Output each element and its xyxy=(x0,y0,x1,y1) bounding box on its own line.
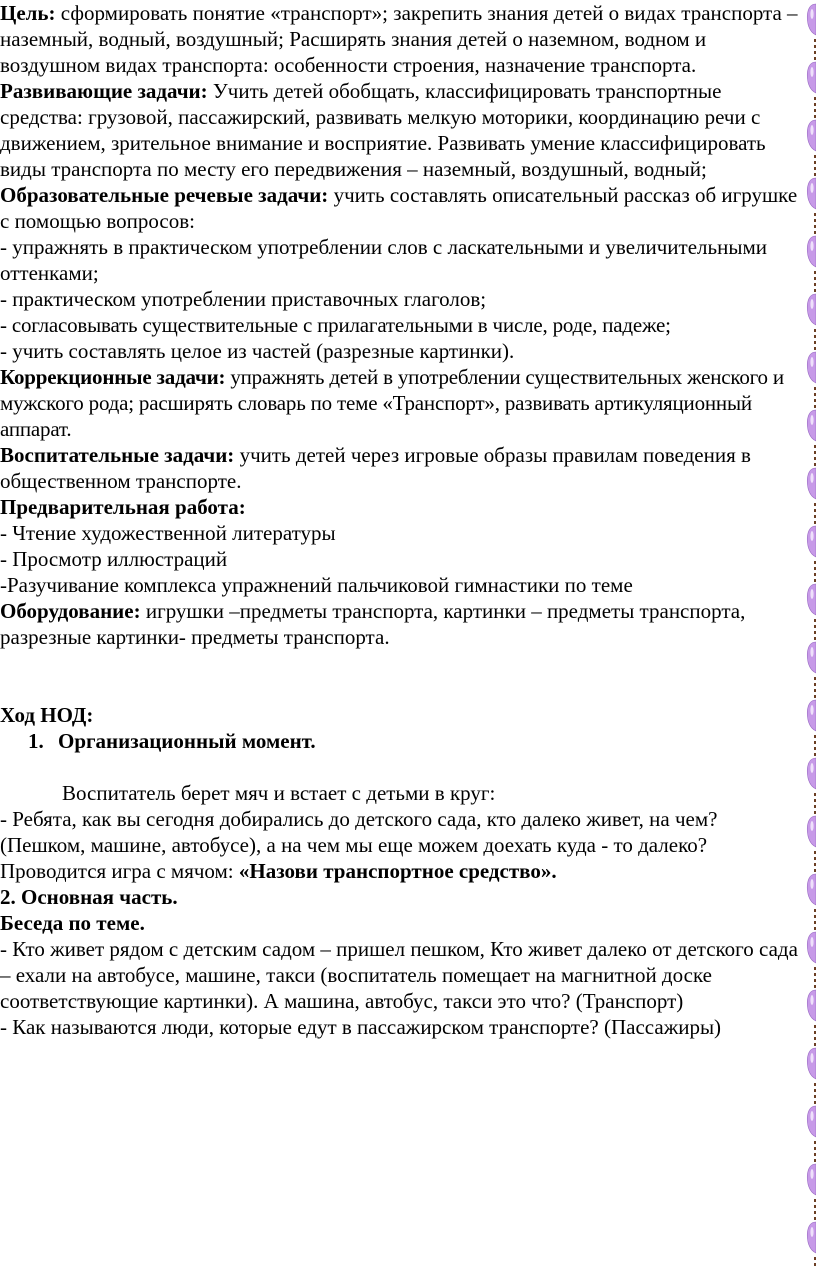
balloon-icon xyxy=(807,294,816,350)
edu-item: - согласовывать существительные с прилагательными в числе, роде, падеже; xyxy=(0,313,671,337)
balloon-icon xyxy=(807,990,816,1046)
course-title: Ход НОД: xyxy=(0,703,94,727)
balloon-icon xyxy=(807,874,816,930)
prep-label: Предварительная работа: xyxy=(0,495,246,519)
goal-paragraph xyxy=(0,0,806,78)
talk-title: Беседа по теме. xyxy=(0,911,145,935)
edu-paragraph xyxy=(0,182,806,234)
balloon-icon xyxy=(807,584,816,640)
prep-item: - Просмотр иллюстраций xyxy=(0,547,228,571)
step1-intro: Воспитатель берет мяч и встает с детьми в круг: xyxy=(62,781,496,805)
game-line xyxy=(0,858,806,884)
talk-paragraph: - Кто живет рядом с детским садом – пришел пешком, Кто живет далеко от детского сада – ехали на автобусе, машине, такси (воспитатель помещает на магнитной доске соответствующие картинки). А машина, автобус, такси это что? (Транспорт) xyxy=(0,937,798,1013)
corr-label: Коррекционные задачи: xyxy=(0,365,226,389)
balloon-icon xyxy=(807,178,816,234)
spacer xyxy=(0,650,806,702)
equip-paragraph xyxy=(0,598,806,650)
balloon-icon xyxy=(807,1106,816,1162)
balloon-icon xyxy=(807,1048,816,1104)
prep-item: - Чтение художественной литературы xyxy=(0,521,336,545)
balloon-icon xyxy=(807,468,816,524)
balloon-icon xyxy=(807,1164,816,1220)
goal-text: сформировать понятие «транспорт»; закрепить знания детей о видах транспорта – наземный, водный, воздушный; Расширять знания детей о наземном, водном и воздушном видах транспорта: особенности строения, назначение транспорта. xyxy=(0,1,798,77)
balloon-icon xyxy=(807,526,816,582)
balloon-icon xyxy=(807,352,816,408)
balloon-icon xyxy=(807,410,816,466)
corr-paragraph xyxy=(0,364,806,442)
game-prefix: Проводится игра с мячом: xyxy=(0,859,239,883)
dev-paragraph xyxy=(0,78,806,182)
balloon-icon xyxy=(807,932,816,988)
edu-item: - упражнять в практическом употреблении слов с ласкательными и увеличительными оттенками; xyxy=(0,235,767,285)
goal-label: Цель: xyxy=(0,1,56,25)
game-name: «Назови транспортное средство». xyxy=(238,859,557,883)
upb-text: учить детей через игровые образы правилам поведения в общественном транспорте. xyxy=(0,443,751,493)
edu-item: - учить составлять целое из частей (разрезные картинки). xyxy=(0,339,515,363)
prep-item: -Разучивание комплекса упражнений пальчиковой гимнастики по теме xyxy=(0,573,633,597)
balloon-icon xyxy=(807,1222,816,1266)
balloon-icon xyxy=(807,62,816,118)
balloon-icon xyxy=(807,4,816,60)
edu-label: Образовательные речевые задачи: xyxy=(0,183,329,207)
equip-text: игрушки –предметы транспорта, картинки – предметы транспорта, разрезные картинки- предметы транспорта. xyxy=(0,599,746,649)
edu-item: - практическом употреблении приставочных глаголов; xyxy=(0,287,487,311)
balloon-border xyxy=(804,0,816,1266)
balloon-icon xyxy=(807,758,816,814)
balloon-icon xyxy=(807,642,816,698)
edu-text: учить составлять описательный рассказ об игрушке с помощью вопросов: xyxy=(0,183,798,233)
step1-title: Организационный момент. xyxy=(58,729,316,753)
spacer xyxy=(0,754,806,780)
step1-heading xyxy=(0,728,806,754)
upb-paragraph xyxy=(0,442,806,494)
balloon-icon xyxy=(807,120,816,176)
step2-title: 2. Основная часть. xyxy=(0,885,178,909)
dev-label: Развивающие задачи: xyxy=(0,79,208,103)
upb-label: Воспитательные задачи: xyxy=(0,443,235,467)
equip-label: Оборудование: xyxy=(0,599,141,623)
balloon-icon xyxy=(807,236,816,292)
step1-number: 1. xyxy=(28,729,44,753)
step1-question: - Ребята, как вы сегодня добирались до детского сада, кто далеко живет, на чем? (Пешком, машине, автобусе), а на чем мы еще можем доехать куда - то далеко? xyxy=(0,807,718,857)
balloon-icon xyxy=(807,816,816,872)
dev-text: Учить детей обобщать, классифицировать транспортные средства: грузовой, пассажирский, развивать мелкую моторики, координацию речи с движением, зрительное внимание и восприятие. Развивать умение классифицировать виды транспорта по месту его передвижения – наземный, воздушный, водный; xyxy=(0,79,766,181)
corr-text: упражнять детей в употреблении существительных женского и мужского рода; расширять словарь по теме «Транспорт», развивать артикуляционный аппарат. xyxy=(0,365,784,441)
talk-paragraph: - Как называются люди, которые едут в пассажирском транспорте? (Пассажиры) xyxy=(0,1015,722,1039)
balloon-icon xyxy=(807,700,816,756)
